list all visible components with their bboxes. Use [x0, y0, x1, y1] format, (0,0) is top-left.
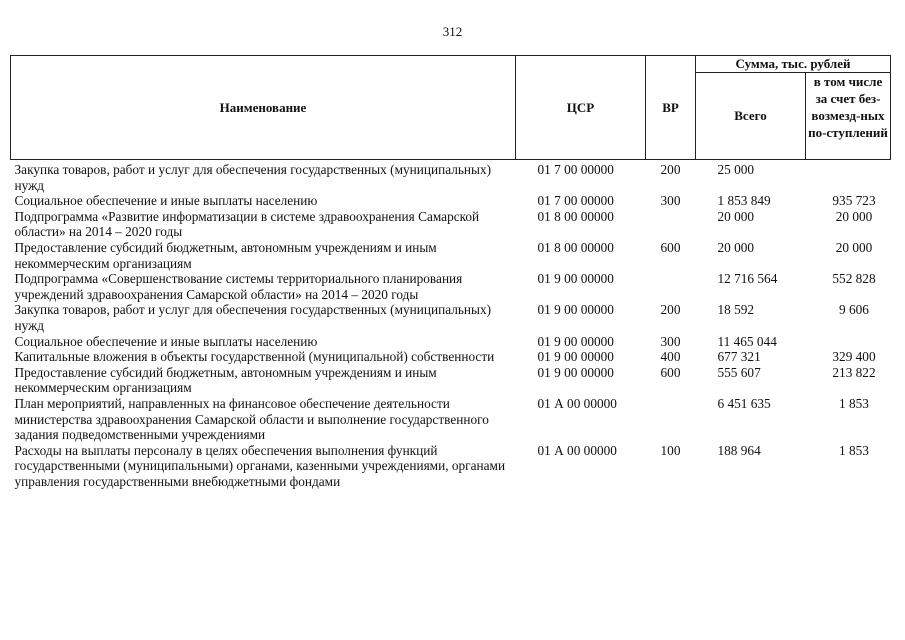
- row-including: 1 853: [839, 442, 869, 458]
- table-header: [11, 56, 891, 160]
- row-total: 188 964: [717, 442, 761, 458]
- row-total: 6 451 635: [717, 395, 771, 411]
- table-row: [11, 193, 891, 209]
- row-total: 677 321: [717, 349, 761, 365]
- header-total: Всего: [696, 73, 806, 160]
- row-name: Социальное обеспечение и иные выплаты населению: [14, 193, 318, 209]
- row-including: 552 828: [832, 271, 876, 287]
- row-total: 20 000: [717, 208, 755, 224]
- row-csr: 01 9 00 00000: [537, 364, 614, 380]
- row-csr: 01 8 00 00000: [537, 208, 614, 224]
- header-name: Наименование: [11, 56, 516, 160]
- row-vr: 600: [660, 364, 681, 380]
- table-row: [11, 271, 891, 302]
- row-name: План мероприятий, направленных на финансовое обеспечение деятельности министерства здравоохранения Самарской области и выполнение государственного задания подведомственными учреждениями: [14, 395, 489, 443]
- table-row: [11, 334, 891, 350]
- header-vr: ВР: [646, 56, 696, 160]
- row-csr: 01 9 00 00000: [537, 333, 614, 349]
- row-csr: 01 9 00 00000: [537, 349, 614, 365]
- row-including: 20 000: [835, 208, 873, 224]
- budget-table: [10, 55, 891, 489]
- table-row: [11, 302, 891, 333]
- table-row: [11, 209, 891, 240]
- table-row: [11, 443, 891, 490]
- row-csr: 01 А 00 00000: [537, 395, 617, 411]
- row-total: 25 000: [717, 162, 755, 177]
- row-total: 11 465 044: [717, 333, 777, 349]
- table-row: [11, 365, 891, 396]
- row-vr: 300: [660, 193, 681, 209]
- row-vr: 200: [660, 162, 681, 177]
- row-csr: 01 8 00 00000: [537, 239, 614, 255]
- header-including: в том числе за счет без-возмезд-ных по-ступлений: [806, 73, 891, 160]
- row-vr: 400: [660, 349, 681, 365]
- row-including: 1 853: [839, 395, 869, 411]
- page-number: 312: [442, 24, 463, 39]
- row-vr: 200: [660, 302, 681, 318]
- row-csr: 01 7 00 00000: [537, 162, 614, 177]
- row-including: 20 000: [835, 239, 873, 255]
- row-total: 555 607: [717, 364, 761, 380]
- row-name: Предоставление субсидий бюджетным, автономным учреждениям и иным некоммерческим организациям: [14, 364, 437, 396]
- table-row: [11, 240, 891, 271]
- row-total: 12 716 564: [717, 271, 778, 287]
- row-vr: 100: [660, 442, 681, 458]
- row-name: Подпрограмма «Развитие информатизации в системе здравоохранения Самарской области» на 2014 – 2020 годы: [14, 208, 480, 240]
- row-name: Капитальные вложения в объекты государственной (муниципальной) собственности: [14, 349, 495, 365]
- row-name: Предоставление субсидий бюджетным, автономным учреждениям и иным некоммерческим организациям: [14, 239, 437, 271]
- row-total: 1 853 849: [717, 193, 771, 209]
- table-row: [11, 396, 891, 443]
- row-csr: 01 7 00 00000: [537, 193, 614, 209]
- header-amount: Сумма, тыс. рублей: [696, 56, 891, 73]
- row-name: Социальное обеспечение и иные выплаты населению: [14, 333, 318, 349]
- row-name: Закупка товаров, работ и услуг для обеспечения государственных (муниципальных) нужд: [14, 302, 492, 333]
- row-including: 9 606: [839, 302, 869, 318]
- row-total: 18 592: [717, 302, 755, 318]
- table-body: [11, 160, 891, 490]
- row-including: 213 822: [832, 364, 876, 380]
- row-vr: 300: [660, 333, 681, 349]
- row-name: Подпрограмма «Совершенствование системы территориального планирования учреждений здравоохранения Самарской области» на 2014 – 2020 годы: [14, 271, 463, 302]
- row-including: 329 400: [832, 349, 876, 365]
- row-total: 20 000: [717, 239, 755, 255]
- row-csr: 01 А 00 00000: [537, 442, 617, 458]
- row-vr: [646, 209, 696, 240]
- row-csr: 01 9 00 00000: [537, 271, 614, 287]
- row-name: Расходы на выплаты персоналу в целях обеспечения выполнения функций государственными (муниципальными) органами, казенными учреждениями, органами управления государственными внебюджетными фондами: [14, 442, 506, 489]
- row-csr: 01 9 00 00000: [537, 302, 614, 318]
- row-vr: 600: [660, 239, 681, 255]
- row-including: [806, 160, 891, 194]
- header-csr: ЦСР: [516, 56, 646, 160]
- table-row: [11, 349, 891, 365]
- row-including: [806, 334, 891, 350]
- table-row: [11, 160, 891, 194]
- row-including: 935 723: [832, 193, 876, 209]
- row-vr: [646, 271, 696, 302]
- row-vr: [646, 396, 696, 443]
- row-name: Закупка товаров, работ и услуг для обеспечения государственных (муниципальных) нужд: [14, 162, 492, 193]
